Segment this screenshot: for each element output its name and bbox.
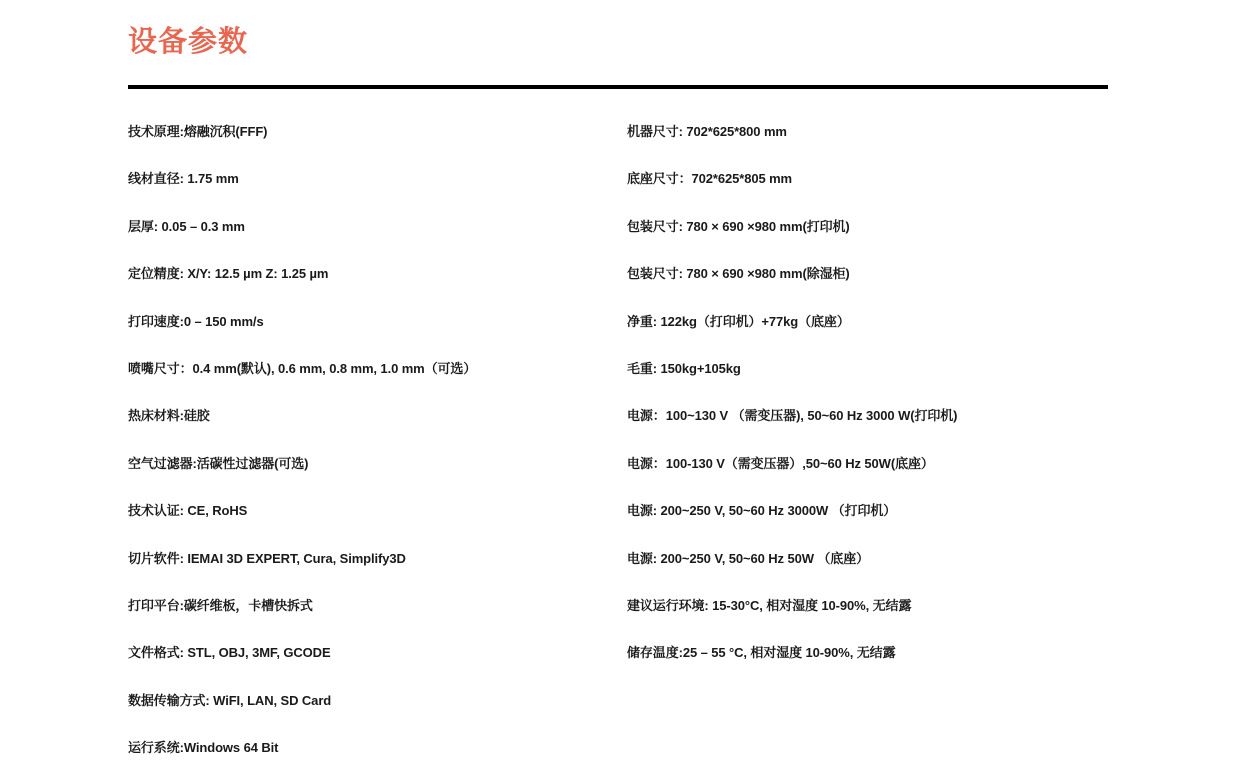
spec-storage-temperature: 储存温度:25 – 55 °C, 相对湿度 10-90%, 无结露 [627,645,896,661]
page-title: 设备参数 [128,26,249,58]
spec-power-110v-printer: 电源：100~130 V （需变压器), 50~60 Hz 3000 W(打印机) [627,408,958,424]
spec-technology: 技术原理:熔融沉积(FFF) [128,124,268,139]
spec-net-weight: 净重: 122kg（打印机）+77kg（底座） [627,313,850,329]
spec-nozzle-size: 喷嘴尺寸：0.4 mm(默认), 0.6 mm, 0.8 mm, 1.0 mm（可选） [128,360,477,376]
spec-list-left [128,108,598,771]
spec-slicing-software: 切片软件: IEMAI 3D EXPERT, Cura, Simplify3D [128,550,406,566]
spec-machine-size: 机器尺寸: 702*625*800 mm [627,124,787,139]
spec-gross-weight: 毛重: 150kg+105kg [627,360,741,376]
spec-certification: 技术认证: CE, RoHS [128,503,248,519]
spec-heated-bed-material: 热床材料:硅胶 [128,408,210,424]
spec-layer-thickness: 层厚: 0.05 – 0.3 mm [128,218,245,234]
spec-operating-system: 运行系统:Windows 64 Bit [128,740,279,756]
spec-file-format: 文件格式: STL, OBJ, 3MF, GCODE [128,645,331,661]
spec-positioning-accuracy: 定位精度: X/Y: 12.5 µm Z: 1.25 µm [128,266,329,282]
spec-print-speed: 打印速度:0 – 150 mm/s [128,313,264,329]
spec-print-platform: 打印平台:碳纤维板，卡槽快拆式 [128,597,313,613]
spec-data-transfer: 数据传输方式: WiFI, LAN, SD Card [128,692,332,708]
spec-filament-diameter: 线材直径: 1.75 mm [128,171,239,187]
spec-power-220v-printer: 电源: 200~250 V, 50~60 Hz 3000W （打印机） [627,503,897,519]
spec-package-size-printer: 包装尺寸: 780 × 690 ×980 mm(打印机) [627,218,850,234]
spec-base-size: 底座尺寸：702*625*805 mm [627,171,793,187]
spec-list-right [627,108,1107,677]
title-divider [128,85,1108,89]
spec-power-110v-base: 电源：100-130 V（需变压器）,50~60 Hz 50W(底座） [627,455,934,471]
spec-operating-environment: 建议运行环境: 15-30°C, 相对湿度 10-90%, 无结露 [627,597,912,613]
spec-power-220v-base: 电源: 200~250 V, 50~60 Hz 50W （底座） [627,550,869,566]
spec-package-size-cabinet: 包装尺寸: 780 × 690 ×980 mm(除湿柜) [627,266,850,282]
spec-air-filter: 空气过滤器:活碳性过滤器(可选) [128,455,309,471]
